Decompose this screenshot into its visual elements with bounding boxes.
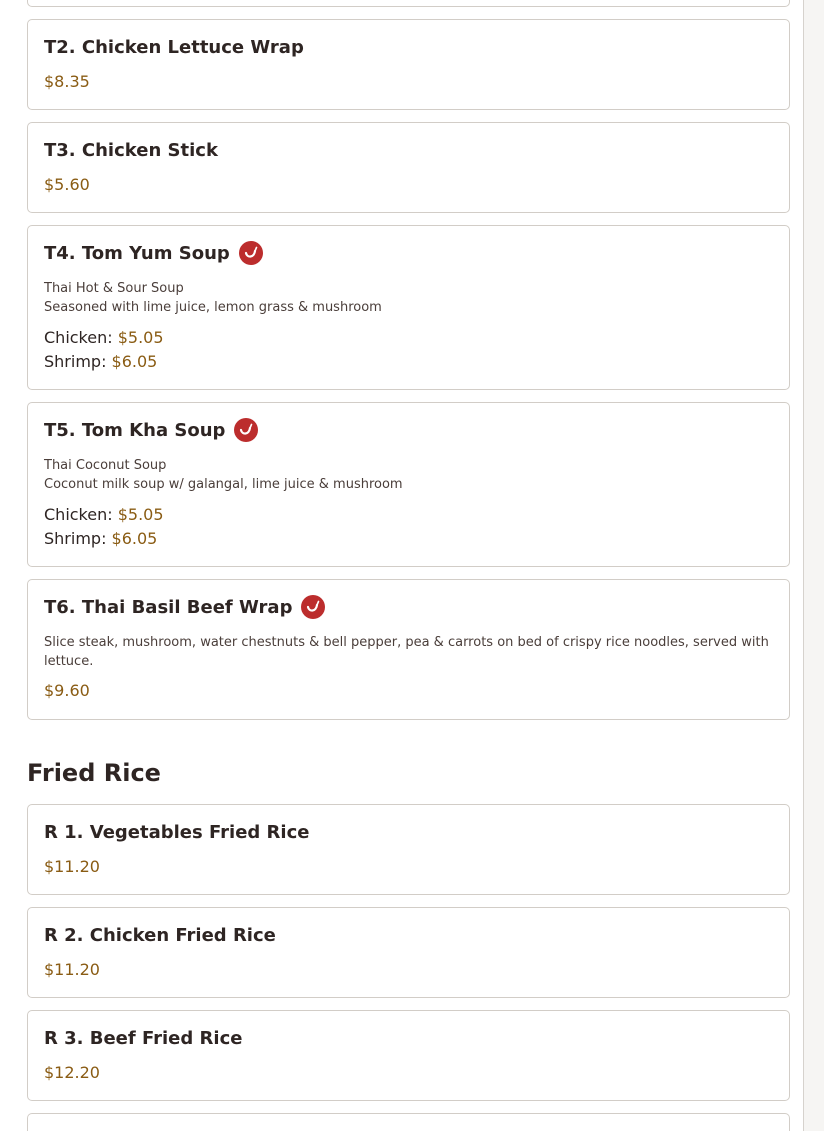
item-description: Slice steak, mushroom, water chestnuts & bell pepper, pea & carrots on bed of crispy rice noodles, served with lettuce. <box>44 635 769 669</box>
item-title: T3. Chicken Stick <box>44 140 218 161</box>
price-option: Chicken: $5.05 <box>44 328 164 347</box>
menu-item-card[interactable] <box>27 122 790 213</box>
menu-item-card[interactable] <box>27 1010 790 1101</box>
item-price: $8.35 <box>44 72 90 91</box>
menu-item-card[interactable] <box>27 579 790 720</box>
menu-item-card[interactable] <box>27 225 790 390</box>
item-title: R 1. Vegetables Fried Rice <box>44 822 310 843</box>
section-heading: Fried Rice <box>27 759 161 787</box>
menu-item-card[interactable] <box>27 19 790 110</box>
item-title: T4. Tom Yum Soup <box>44 241 263 265</box>
item-price: $9.60 <box>44 681 90 700</box>
chili-icon <box>301 595 325 619</box>
chili-icon <box>234 418 258 442</box>
menu-item-card[interactable] <box>27 907 790 998</box>
item-price: $12.20 <box>44 1063 100 1082</box>
item-title: T2. Chicken Lettuce Wrap <box>44 37 304 58</box>
price-option: Shrimp: $6.05 <box>44 352 158 371</box>
menu-item-card[interactable] <box>27 402 790 567</box>
item-description: Thai Hot & Sour Soup Seasoned with lime juice, lemon grass & mushroom <box>44 281 382 315</box>
item-title: T5. Tom Kha Soup <box>44 418 258 442</box>
price-option: Shrimp: $6.05 <box>44 529 158 548</box>
item-description: Thai Coconut Soup Coconut milk soup w/ galangal, lime juice & mushroom <box>44 458 403 492</box>
item-price: $11.20 <box>44 857 100 876</box>
item-price: $11.20 <box>44 960 100 979</box>
item-title: R 3. Beef Fried Rice <box>44 1028 243 1049</box>
menu-item-card[interactable] <box>27 0 790 7</box>
item-price: $5.60 <box>44 175 90 194</box>
menu-item-card[interactable] <box>27 1113 790 1131</box>
item-title: R 2. Chicken Fried Rice <box>44 925 276 946</box>
item-title: T6. Thai Basil Beef Wrap <box>44 595 325 619</box>
price-option: Chicken: $5.05 <box>44 505 164 524</box>
chili-icon <box>239 241 263 265</box>
menu-item-card[interactable] <box>27 804 790 895</box>
